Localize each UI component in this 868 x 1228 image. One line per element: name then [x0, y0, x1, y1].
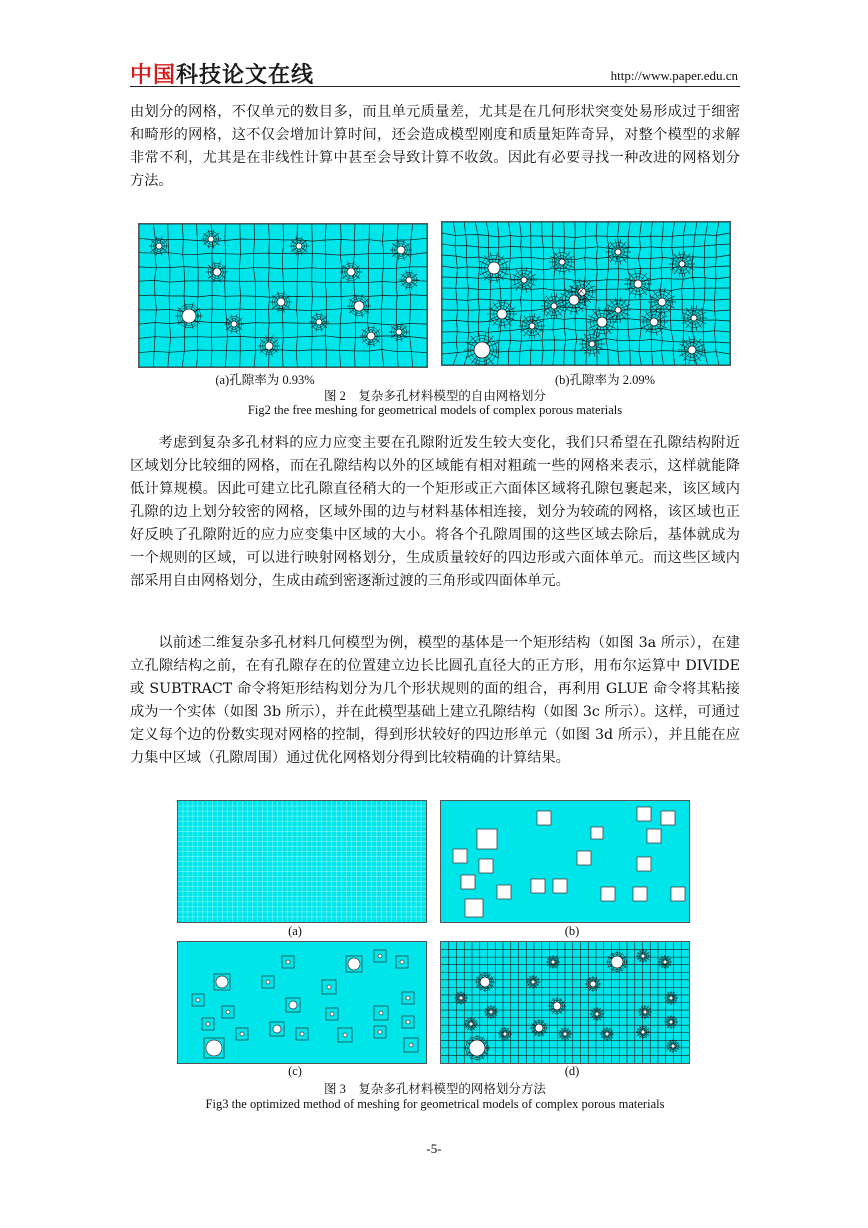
logo-red-part: 中国 — [130, 63, 177, 88]
figure-3c-pore-structure — [177, 941, 427, 1064]
fig3c-subcaption: (c) — [288, 1064, 302, 1078]
figure-3b-divided-areas — [440, 800, 690, 923]
fig3a-subcaption: (a) — [288, 924, 302, 938]
fig3b-subcaption: (b) — [564, 924, 580, 938]
journal-logo — [130, 58, 314, 89]
paragraph-3: 以前述二维复杂多孔材料几何模型为例，模型的基体是一个矩形结构（如图 3a 所示），在建立孔隙结构之前，在有孔隙存在的位置建立边长比圆孔直径大的正方形，用布尔运算中 DIVIDE 或 SUBTRACT 命令将矩形结构划分为几个形状规则的面的组合，再利用 GLUE 命令将其粘接成为一个实体（如图 3b 所示），并在此模型基础上建立孔隙结构（如图 3c 所示）。这样，可通过定义每个边的份数实现对网格的控制，得到形状较好的四边形单元（如图 3d 所示），并且能在应力集中区域（孔隙周围）通过优化网格划分得到比较精确的计算结果。 — [130, 635, 740, 766]
paragraph-1: 由划分的网格，不仅单元的数目多，而且单元质量差，尤其是在几何形状突变处易形成过于细密和畸形的网格，这不仅会增加计算时间，还会造成模型刚度和质量矩阵奇异，对整个模型的求解非常不利，尤其是在非线性计算中甚至会导致计算不收敛。因此有必要寻找一种改进的网格划分方法。 — [130, 104, 740, 189]
page-header — [130, 56, 740, 87]
header-url[interactable]: http://www.paper.edu.cn — [610, 68, 738, 83]
fig3-title-en: Fig3 the optimized method of meshing for geometrical models of complex porous materials — [205, 1097, 665, 1111]
mesh-drawing — [139, 224, 427, 367]
figure-3d-optimized-mesh — [440, 941, 690, 1064]
logo-black-part: 科技论文在线 — [176, 63, 315, 88]
page-number: -5- — [426, 1141, 442, 1156]
mesh-drawing — [442, 222, 730, 365]
mesh-drawing — [178, 801, 426, 922]
fig3-title-cn: 图 3 复杂多孔材料模型的网格划分方法 — [324, 1082, 546, 1096]
mesh-drawing — [441, 942, 689, 1063]
fig3d-subcaption: (d) — [564, 1064, 580, 1078]
figure-2a-free-mesh — [138, 223, 428, 368]
fig2a-subcaption: (a)孔隙率为 0.93% — [215, 373, 315, 387]
fig2-title-en: Fig2 the free meshing for geometrical models of complex porous materials — [247, 403, 623, 417]
fig2-title-cn: 图 2 复杂多孔材料模型的自由网格划分 — [324, 389, 546, 403]
mesh-drawing — [178, 942, 426, 1063]
paragraph-2: 考虑到复杂多孔材料的应力应变主要在孔隙附近发生较大变化，我们只希望在孔隙结构附近区域划分比较细的网格，而在孔隙结构以外的区域能有相对粗疏一些的网格来表示，这样就能降低计算规模。因此可建立比孔隙直径稍大的一个矩形或正六面体区域将孔隙包裹起来，该区域内孔隙的边上划分较密的网格，区域外围的边与材料基体相连接，划分为较疏的网格，该区域也正好反映了孔隙附近的应力应变集中区域的大小。将各个孔隙周围的这些区域去除后，基体就成为一个规则的区域，可以进行映射网格划分，生成质量较好的四边形或六面体单元。而这些区域内部采用自由网格划分，生成由疏到密逐渐过渡的三角形或四面体单元。 — [130, 435, 740, 589]
fig2b-subcaption: (b)孔隙率为 2.09% — [555, 373, 655, 387]
mesh-drawing — [441, 801, 689, 922]
figure-2b-free-mesh — [441, 221, 731, 366]
figure-3a-matrix-mesh — [177, 800, 427, 923]
